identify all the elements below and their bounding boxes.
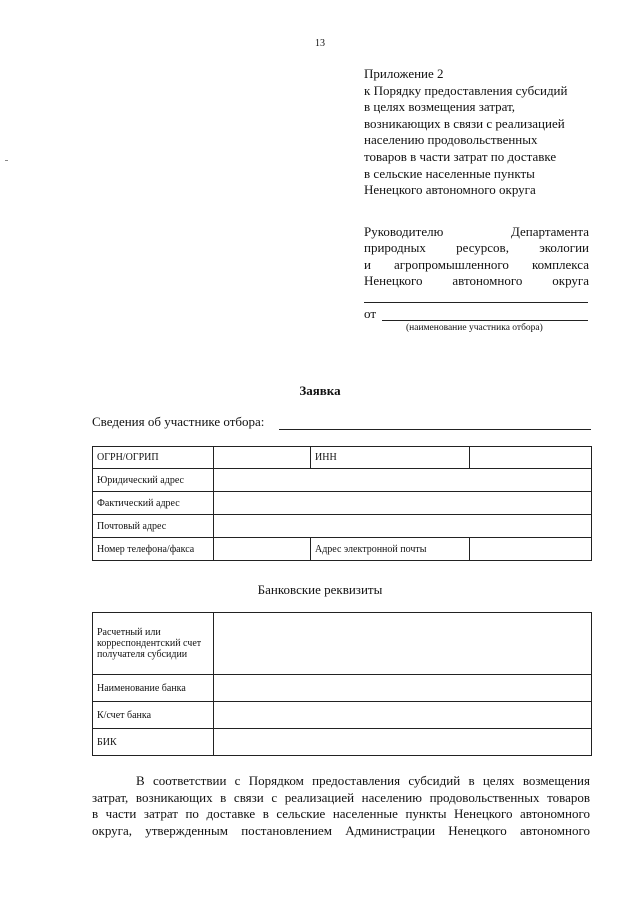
inn-value-cell[interactable] <box>470 447 592 469</box>
addressee-blank-line[interactable] <box>364 302 588 303</box>
addressee-line: Ненецкого автономного округа <box>364 272 589 288</box>
table-row <box>93 538 592 561</box>
bank-table <box>92 612 592 756</box>
ogrn-value-cell[interactable] <box>214 447 311 469</box>
appendix-line: товаров в части затрат по доставке <box>364 148 557 164</box>
table-row <box>93 469 592 492</box>
appendix-line: в сельские населенные пункты <box>364 165 535 181</box>
document-title: Заявка <box>299 383 341 398</box>
email-label: Адрес электронной почты <box>311 538 470 561</box>
corr-account-label: К/счет банка <box>93 702 214 729</box>
paragraph-line: затрат, возникающих в связи с реализацией населению продовольственных товаров <box>92 789 590 805</box>
corr-account-value-cell[interactable] <box>214 702 592 729</box>
table-row <box>93 447 592 469</box>
legal-address-label: Юридический адрес <box>93 469 214 492</box>
inn-label: ИНН <box>311 447 470 469</box>
appendix-line: населению продовольственных <box>364 132 538 148</box>
page-number: 13 <box>315 38 325 49</box>
paragraph-line: округа, утвержденным постановлением Администрации Ненецкого автономного <box>92 822 590 838</box>
postal-address-label: Почтовый адрес <box>93 515 214 538</box>
from-caption: (наименование участника отбора) <box>406 323 543 333</box>
ogrn-label: ОГРН/ОГРИП <box>93 447 214 469</box>
body-paragraph <box>92 773 590 839</box>
appendix-line: к Порядку предоставления субсидий <box>364 82 568 98</box>
postal-address-value-cell[interactable] <box>214 515 592 538</box>
scan-mark <box>5 160 8 161</box>
phone-label: Номер телефона/факса <box>93 538 214 561</box>
addressee-line: и агропромышленного комплекса <box>364 256 589 272</box>
table-row <box>93 675 592 702</box>
from-blank-line[interactable] <box>382 320 588 321</box>
appendix-line: Ненецкого автономного округа <box>364 182 536 198</box>
addressee-block <box>364 224 589 289</box>
bik-label: БИК <box>93 729 214 756</box>
bik-value-cell[interactable] <box>214 729 592 756</box>
bank-details-title: Банковские реквизиты <box>257 582 383 597</box>
appendix-block <box>364 66 604 199</box>
email-value-cell[interactable] <box>470 538 592 561</box>
table-row <box>93 492 592 515</box>
appendix-line: Приложение 2 <box>364 66 444 81</box>
legal-address-value-cell[interactable] <box>214 469 592 492</box>
paragraph-line: В соответствии с Порядком предоставления субсидий в целях возмещения <box>136 773 590 788</box>
actual-address-label: Фактический адрес <box>93 492 214 515</box>
participant-blank-line[interactable] <box>279 429 591 430</box>
participant-table <box>92 446 592 561</box>
account-label: Расчетный или корреспондентский счет получателя субсидии <box>93 613 214 675</box>
paragraph-line: в части затрат по доставке в сельские населенные пункты Ненецкого автономного <box>92 806 590 821</box>
appendix-line: возникающих в связи с реализацией <box>364 115 565 131</box>
table-row <box>93 702 592 729</box>
actual-address-value-cell[interactable] <box>214 492 592 515</box>
phone-value-cell[interactable] <box>214 538 311 561</box>
addressee-line: Руководителю Департамента <box>364 224 589 239</box>
addressee-line: природных ресурсов, экологии <box>364 240 589 256</box>
from-label: от <box>364 306 377 321</box>
table-row <box>93 515 592 538</box>
appendix-line: в целях возмещения затрат, <box>364 99 516 115</box>
participant-label: Сведения об участнике отбора: <box>92 414 265 429</box>
bank-name-value-cell[interactable] <box>214 675 592 702</box>
table-row <box>93 729 592 756</box>
bank-name-label: Наименование банка <box>93 675 214 702</box>
table-row <box>93 613 592 675</box>
account-value-cell[interactable] <box>214 613 592 675</box>
